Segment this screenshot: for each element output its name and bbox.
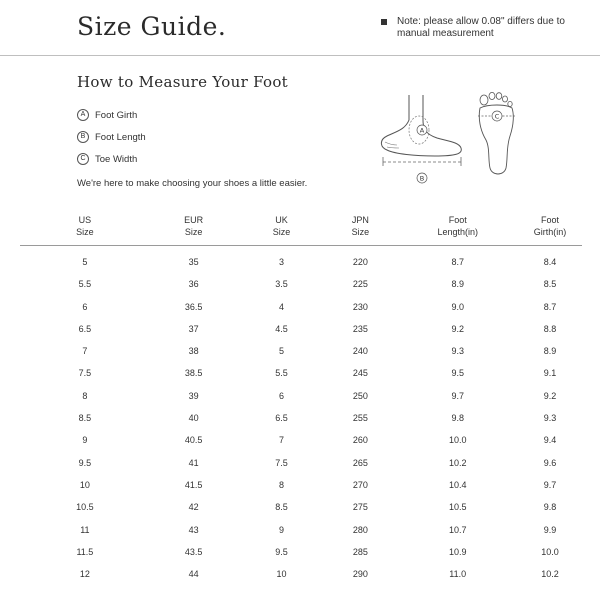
cell-jpn-size: 290 [352, 569, 368, 580]
table-row [20, 546, 580, 568]
cell-eur-size: 37 [188, 323, 199, 334]
table-row [20, 256, 580, 278]
table-row [20, 524, 580, 546]
table-header-divider [20, 245, 582, 246]
cell-us-size: 6 [82, 301, 88, 312]
header-foot-girth: Foot Girth(in) [533, 215, 567, 237]
cell-uk-size: 8.5 [275, 502, 288, 513]
cell-foot-girth: 9.6 [543, 457, 557, 468]
foot-sole-view-illustration [470, 88, 530, 180]
header-foot-length: Foot Length(in) [437, 215, 478, 237]
cell-uk-size: 8 [279, 479, 285, 490]
cell-uk-size: 5.5 [275, 368, 288, 379]
cell-eur-size: 41 [188, 457, 199, 468]
cell-foot-girth: 10.0 [541, 546, 559, 557]
cell-foot-girth: 9.2 [543, 390, 557, 401]
cell-us-size: 7 [82, 346, 88, 357]
cell-us-size: 9 [82, 435, 88, 446]
cell-jpn-size: 250 [352, 390, 368, 401]
cell-foot-girth: 9.1 [543, 368, 557, 379]
section-title: How to Measure Your Foot [77, 73, 289, 91]
intro-text: We're here to make choosing your shoes a little easier. [77, 178, 308, 189]
table-row [20, 568, 580, 590]
cell-foot-girth: 9.7 [543, 479, 557, 490]
size-table-body [20, 256, 580, 590]
cell-jpn-size: 220 [352, 257, 368, 267]
cell-us-size: 5 [82, 257, 88, 267]
cell-jpn-size: 275 [352, 502, 368, 513]
cell-foot-girth: 9.4 [543, 435, 557, 446]
cell-uk-size: 9 [279, 524, 285, 535]
cell-uk-size: 3 [279, 257, 285, 267]
header-us-size: US Size [76, 215, 94, 237]
cell-eur-size: 44 [188, 569, 199, 580]
cell-us-size: 9.5 [78, 457, 92, 468]
cell-foot-length: 9.7 [451, 390, 464, 401]
cell-eur-size: 43.5 [184, 546, 203, 557]
cell-foot-girth: 9.3 [543, 413, 557, 424]
legend-label: Foot Length [95, 131, 146, 143]
cell-foot-length: 9.2 [451, 323, 464, 334]
cell-foot-girth: 9.8 [543, 502, 557, 513]
cell-foot-length: 10.4 [448, 479, 467, 490]
header-divider [0, 55, 600, 56]
cell-uk-size: 4 [279, 301, 285, 312]
cell-foot-length: 9.3 [451, 346, 464, 357]
cell-us-size: 8.5 [78, 413, 92, 424]
cell-jpn-size: 260 [352, 435, 368, 446]
cell-jpn-size: 230 [352, 301, 368, 312]
cell-eur-size: 36 [188, 279, 199, 290]
cell-us-size: 8 [82, 390, 88, 401]
foot-side-view-illustration [375, 90, 475, 190]
cell-eur-size: 40 [188, 413, 199, 424]
table-row [20, 434, 580, 456]
table-row [20, 501, 580, 523]
letter-c-badge: C [77, 153, 89, 165]
table-row [20, 479, 580, 501]
cell-uk-size: 6.5 [275, 413, 288, 424]
cell-us-size: 12 [79, 569, 90, 580]
measurement-legend [77, 104, 146, 170]
cell-foot-girth: 8.9 [543, 346, 557, 357]
mark-b: B [419, 174, 425, 183]
cell-foot-girth: 8.7 [543, 301, 557, 312]
cell-jpn-size: 265 [352, 457, 368, 468]
cell-us-size: 10.5 [76, 502, 94, 513]
cell-jpn-size: 280 [352, 524, 368, 535]
table-row [20, 390, 580, 412]
cell-foot-length: 10.7 [448, 524, 467, 535]
letter-a-badge: A [77, 109, 89, 121]
cell-uk-size: 6 [279, 390, 285, 401]
cell-jpn-size: 240 [352, 346, 368, 357]
cell-jpn-size: 245 [352, 368, 368, 379]
cell-foot-girth: 8.8 [543, 323, 557, 334]
cell-foot-length: 9.0 [451, 301, 464, 312]
legend-item-toe-width [77, 148, 146, 170]
cell-jpn-size: 285 [352, 546, 368, 557]
table-row [20, 457, 580, 479]
mark-a: A [419, 126, 425, 135]
cell-foot-length: 11.0 [449, 569, 467, 580]
cell-foot-length: 9.5 [451, 368, 464, 379]
cell-us-size: 5.5 [78, 279, 92, 290]
header-uk-size: UK Size [272, 215, 291, 237]
mark-c: C [494, 112, 500, 121]
cell-foot-girth: 10.2 [541, 569, 559, 580]
cell-uk-size: 7 [279, 435, 285, 446]
cell-foot-girth: 8.5 [543, 279, 557, 290]
cell-uk-size: 5 [279, 346, 285, 357]
measurement-note-text: Note: please allow 0.08" differs due to manual measurement [397, 16, 565, 39]
cell-jpn-size: 235 [352, 323, 368, 334]
cell-eur-size: 35 [188, 257, 199, 267]
page-title: Size Guide. [77, 12, 227, 41]
cell-us-size: 6.5 [78, 323, 92, 334]
legend-label: Foot Girth [95, 109, 138, 121]
cell-foot-length: 10.0 [448, 435, 467, 446]
cell-jpn-size: 225 [352, 279, 368, 290]
cell-uk-size: 4.5 [275, 323, 288, 334]
table-row [20, 278, 580, 300]
cell-foot-length: 10.5 [448, 502, 467, 513]
cell-uk-size: 3.5 [275, 279, 288, 290]
measurement-note [381, 16, 581, 40]
cell-foot-length: 10.9 [448, 546, 467, 557]
table-row [20, 323, 580, 345]
header-jpn-size: JPN Size [351, 215, 370, 237]
cell-foot-length: 8.7 [451, 257, 464, 267]
cell-uk-size: 9.5 [275, 546, 288, 557]
cell-us-size: 7.5 [78, 368, 92, 379]
cell-foot-length: 9.8 [451, 413, 464, 424]
cell-us-size: 10 [79, 479, 90, 490]
cell-eur-size: 40.5 [184, 435, 203, 446]
cell-foot-length: 8.9 [451, 279, 464, 290]
cell-foot-girth: 9.9 [543, 524, 557, 535]
cell-eur-size: 38.5 [184, 368, 203, 379]
header-eur-size: EUR Size [184, 215, 204, 237]
cell-foot-girth: 8.4 [543, 257, 557, 267]
legend-item-foot-length [77, 126, 146, 148]
cell-eur-size: 43 [188, 524, 199, 535]
table-row [20, 301, 580, 323]
legend-label: Toe Width [95, 153, 138, 165]
cell-us-size: 11.5 [76, 546, 94, 557]
cell-eur-size: 41.5 [184, 479, 203, 490]
cell-uk-size: 7.5 [275, 457, 288, 468]
cell-uk-size: 10 [276, 569, 287, 580]
table-row [20, 345, 580, 367]
cell-eur-size: 42 [188, 502, 199, 513]
cell-eur-size: 38 [188, 346, 199, 357]
cell-eur-size: 36.5 [184, 301, 203, 312]
legend-item-foot-girth [77, 104, 146, 126]
cell-us-size: 11 [80, 524, 90, 535]
cell-jpn-size: 255 [352, 413, 368, 424]
cell-eur-size: 39 [188, 390, 199, 401]
cell-jpn-size: 270 [352, 479, 368, 490]
size-table-header [20, 214, 580, 244]
table-row [20, 367, 580, 389]
letter-b-badge: B [77, 131, 89, 143]
bullet-square-icon [381, 19, 387, 25]
cell-foot-length: 10.2 [448, 457, 467, 468]
table-row [20, 412, 580, 434]
